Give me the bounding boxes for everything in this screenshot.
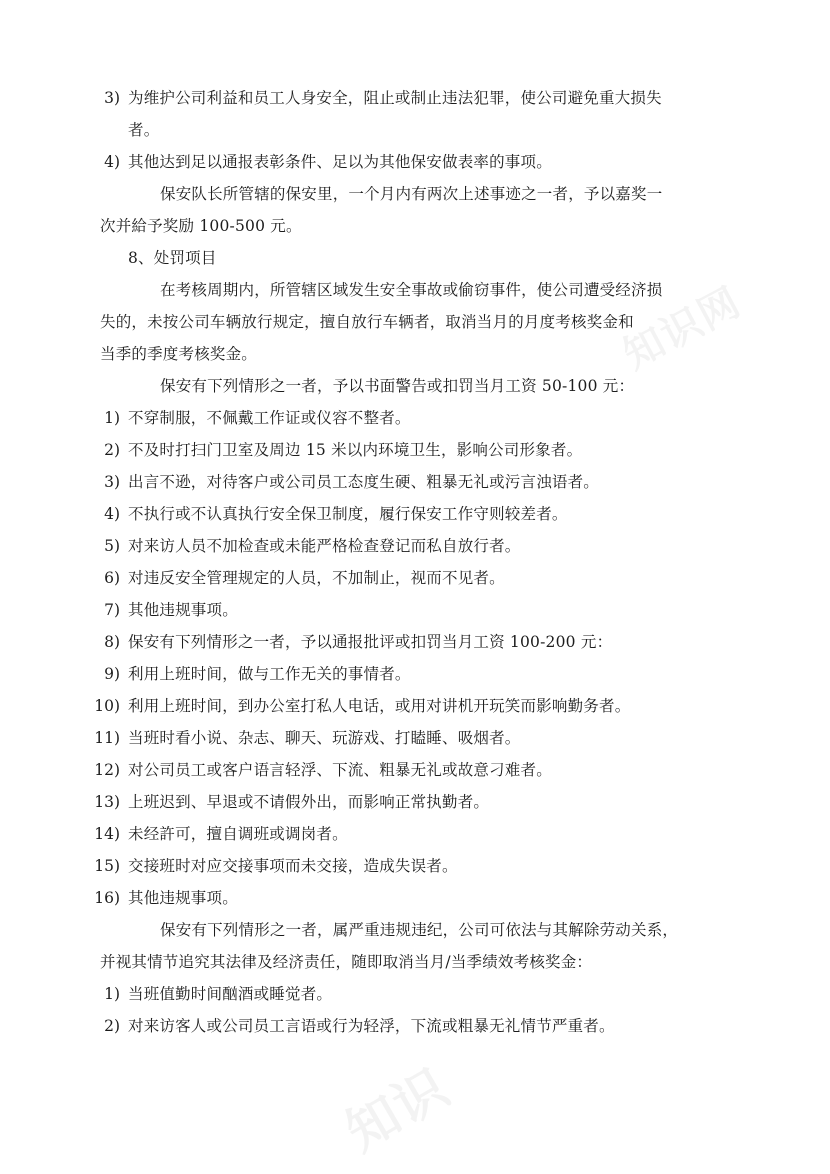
paragraph-line: 失的，未按公司车辆放行规定，擅自放行车辆者，取消当月的月度考核奖金和 [100,313,634,331]
list-item-marker: 1) [104,985,120,1003]
list-item-text: 利用上班时间，做与工作无关的事情者。 [128,665,411,683]
section-heading: 8、处罚项目 [128,249,217,267]
list-item-text: 当班值勤时间酗酒或睡觉者。 [128,985,333,1003]
list-item-text: 其他违规事项。 [128,601,238,619]
paragraph-line: 保安队长所管辖的保安里，一个月内有两次上述事迹之一者，予以嘉奖一 [160,185,663,203]
list-item-marker: 11) [94,729,120,747]
list-item-marker: 4) [104,505,120,523]
list-item-marker: 7) [104,601,120,619]
list-item-marker: 16) [94,889,120,907]
list-item-text: 不及时打扫门卫室及周边 15 米以内环境卫生，影响公司形象者。 [128,441,583,459]
paragraph-line: 保安有下列情形之一者，予以书面警告或扣罚当月工资 50-100 元： [160,377,635,395]
list-item-text: 为维护公司利益和员工人身安全，阻止或制止违法犯罪，使公司避免重大损失 [128,89,662,107]
list-item-marker: 12) [94,761,120,779]
list-item-marker: 5) [104,537,120,555]
list-item-marker: 2) [104,441,120,459]
list-item-marker: 8) [104,633,120,651]
list-item-text: 对来访人员不加检查或未能严格检查登记而私自放行者。 [128,537,521,555]
list-item-text: 其他达到足以通报表彰条件、足以为其他保安做表率的事项。 [128,153,552,171]
list-item-text: 当班时看小说、杂志、聊天、玩游戏、打瞌睡、吸烟者。 [128,729,521,747]
paragraph-line: 保安有下列情形之一者，属严重违规违纪，公司可依法与其解除劳动关系， [160,921,679,939]
watermark-bottom-center [330,1046,461,1165]
list-item-text: 者。 [128,121,160,139]
list-item-text: 不穿制服，不佩戴工作证或仪容不整者。 [128,409,411,427]
list-item-text: 对违反安全管理规定的人员，不加制止，视而不见者。 [128,569,505,587]
list-item-marker: 2) [104,1017,120,1035]
list-item-text: 其他违规事项。 [128,889,238,907]
list-item-marker: 6) [104,569,120,587]
paragraph-line: 在考核周期内，所管辖区域发生安全事故或偷窃事件，使公司遭受经济损 [160,281,663,299]
list-item-marker: 1) [104,409,120,427]
list-item-marker: 3) [104,89,120,107]
list-item-text: 出言不逊，对待客户或公司员工态度生硬、粗暴无礼或污言浊语者。 [128,473,600,491]
list-item-marker: 13) [94,793,120,811]
list-item-marker: 10) [94,697,120,715]
list-item-text: 交接班时对应交接事项而未交接，造成失误者。 [128,857,458,875]
list-item-marker: 15) [94,857,120,875]
list-item-text: 对公司员工或客户语言轻浮、下流、粗暴无礼或故意刁难者。 [128,761,552,779]
list-item-marker: 9) [104,665,120,683]
list-item-text: 不执行或不认真执行安全保卫制度，履行保安工作守则较差者。 [128,505,568,523]
list-item-text: 未经許可，擅自调班或调岗者。 [128,825,348,843]
list-item-text: 利用上班时间，到办公室打私人电话，或用对讲机开玩笑而影响勤务者。 [128,697,631,715]
list-item-text: 保安有下列情形之一者，予以通报批评或扣罚当月工资 100-200 元： [128,633,613,651]
paragraph-line: 并视其情节追究其法律及经济责任，随即取消当月/当季绩效考核奖金： [100,953,593,971]
list-item-text: 上班迟到、早退或不请假外出，而影响正常执勤者。 [128,793,490,811]
list-item-marker: 4) [104,153,120,171]
paragraph-line: 当季的季度考核奖金。 [100,345,258,363]
list-item-marker: 3) [104,473,120,491]
list-item-text: 对来访客人或公司员工言语或行为轻浮，下流或粗暴无礼情节严重者。 [128,1017,615,1035]
list-item-marker: 14) [94,825,120,843]
paragraph-line: 次并給予奖励 100-500 元。 [100,217,302,235]
